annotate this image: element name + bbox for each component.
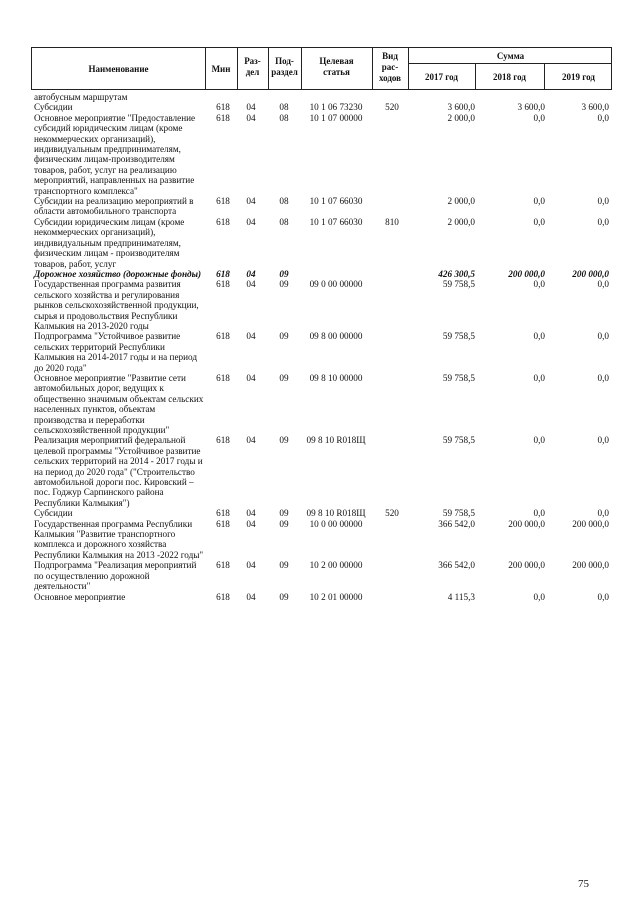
row-target: 10 2 00 00000 [309,560,363,571]
header-celevaya: Целевая статья [319,56,354,77]
table-row [31,113,612,196]
row-razdel: 04 [246,560,256,571]
table-row [31,373,612,435]
row-sum-2018: 0,0 [533,279,545,290]
table-row [31,102,612,112]
row-sum-2017: 59 758,5 [442,435,475,446]
row-sum-2019: 0,0 [597,435,609,446]
row-sum-2018: 200 000,0 [508,518,545,529]
header-name: Наименование [88,64,149,74]
row-name: Субсидии [34,102,73,113]
row-podrazdel: 09 [279,279,289,290]
row-target: 10 1 07 66030 [309,196,363,207]
row-min: 618 [216,102,230,113]
row-sum-2017: 59 758,5 [442,331,475,342]
row-podrazdel: 08 [279,196,289,207]
row-sum-2018: 0,0 [533,196,545,207]
row-sum-2019: 3 600,0 [581,102,609,113]
row-razdel: 04 [246,102,256,113]
row-min: 618 [216,435,230,446]
row-min: 618 [216,331,230,342]
table-row [31,435,612,508]
row-min: 618 [216,196,230,207]
row-sum-2019: 200 000,0 [572,518,609,529]
row-sum-2019: 0,0 [597,331,609,342]
row-sum-2018: 200 000,0 [508,268,545,279]
row-sum-2017: 2 000,0 [447,196,475,207]
row-name: автобусным маршрутам [34,92,128,102]
row-sum-2018: 0,0 [533,591,545,602]
table-row [31,92,612,102]
row-min: 618 [216,268,230,279]
row-target: 10 0 00 00000 [309,518,363,529]
row-razdel: 04 [246,591,256,602]
row-name: Дорожное хозяйство (дорожные фонды) [34,268,202,279]
table-header [31,47,612,90]
row-podrazdel: 09 [279,518,289,529]
row-target: 10 2 01 00000 [309,591,363,602]
row-razdel: 04 [246,508,256,519]
row-sum-2017: 2 000,0 [447,112,475,123]
row-sum-2018: 200 000,0 [508,560,545,571]
row-target: 09 0 00 00000 [309,279,363,290]
row-target: 10 1 07 00000 [309,112,363,123]
row-razdel: 04 [246,372,256,383]
table-row [31,217,612,269]
row-sum-2019: 0,0 [597,508,609,519]
row-sum-2019: 0,0 [597,279,609,290]
row-podrazdel: 09 [279,591,289,602]
row-podrazdel: 08 [279,102,289,113]
row-sum-2017: 426 300,5 [438,268,475,279]
row-target: 09 8 10 R018Щ [306,435,366,446]
row-sum-2017: 59 758,5 [442,279,475,290]
row-target: 09 8 00 00000 [309,331,363,342]
row-razdel: 04 [246,279,256,290]
row-razdel: 04 [246,268,256,279]
row-name: Субсидии на реализацию мероприятий в области автомобильного транспорта [34,196,194,217]
row-target: 09 8 10 00000 [309,372,363,383]
row-min: 618 [216,560,230,571]
row-min: 618 [216,508,230,519]
row-razdel: 04 [246,331,256,342]
row-sum-2017: 4 115,3 [447,591,475,602]
row-min: 618 [216,518,230,529]
row-podrazdel: 08 [279,216,289,227]
row-razdel: 04 [246,216,256,227]
row-target: 10 1 07 66030 [309,216,363,227]
row-podrazdel: 09 [279,560,289,571]
row-name: Подпрограмма "Реализация мероприятий по осуществлению дорожной деятельности" [34,560,197,592]
row-sum-2017: 59 758,5 [442,372,475,383]
row-min: 618 [216,112,230,123]
row-sum-2018: 3 600,0 [517,102,545,113]
row-name: Основное мероприятие "Предоставление субсидий юридическим лицам (кроме некоммерческих организаций), индивидуальным предпринимателям, физическим лицам-производителям товаров, работ, услуг на реализацию мероприятий, направленных на развитие транспортного комплекса" [34,112,196,196]
table-row [31,279,612,331]
row-min: 618 [216,591,230,602]
row-podrazdel: 09 [279,372,289,383]
row-name: Субсидии юридическим лицам (кроме некоммерческих организаций), индивидуальным предпринимателям, физическим лицам - производителям товаров, работ, услуг [34,216,185,269]
row-min: 618 [216,279,230,290]
row-razdel: 04 [246,112,256,123]
row-razdel: 04 [246,518,256,529]
row-podrazdel: 09 [279,435,289,446]
header-2017: 2017 год [425,72,458,82]
row-name: Государственная программа Республики Калмыкия "Развитие транспортного комплекса и дорожного хозяйства Республики Калмыкия на 2013 -2022 годы" [34,518,204,560]
table-row [31,519,612,561]
row-name: Субсидии [34,508,73,519]
table-row [31,196,612,217]
row-type: 520 [385,508,399,519]
row-name: Подпрограмма "Устойчивое развитие сельских территорий Республики Калмыкия на 2014-2017 годы и на период до 2020 года" [34,331,198,373]
row-sum-2017: 366 542,0 [438,560,475,571]
row-sum-2017: 366 542,0 [438,518,475,529]
row-sum-2019: 200 000,0 [572,268,609,279]
row-sum-2018: 0,0 [533,508,545,519]
header-podrazdel: Под- раздел [271,56,298,77]
row-type: 810 [385,216,399,227]
row-sum-2019: 200 000,0 [572,560,609,571]
row-sum-2017: 3 600,0 [447,102,475,113]
row-sum-2018: 0,0 [533,216,545,227]
row-sum-2018: 0,0 [533,435,545,446]
row-min: 618 [216,216,230,227]
row-type: 520 [385,102,399,113]
row-razdel: 04 [246,196,256,207]
row-target: 10 1 06 73230 [309,102,363,113]
row-sum-2019: 0,0 [597,372,609,383]
header-2018: 2018 год [493,72,526,82]
row-sum-2017: 59 758,5 [442,508,475,519]
row-podrazdel: 09 [279,331,289,342]
header-min: Мин [211,64,231,74]
row-podrazdel: 08 [279,112,289,123]
header-vid: Вид рас- ходов [378,51,402,83]
page-number: 75 [578,878,589,890]
row-sum-2019: 0,0 [597,216,609,227]
row-razdel: 04 [246,435,256,446]
row-podrazdel: 09 [279,508,289,519]
table-row [31,592,612,602]
row-name: Реализация мероприятий федеральной целевой программы "Устойчивое развитие сельских территорий на 2014 - 2017 годы и на период до 2020 года" ("Строительство автомобильной дороги пос. Кировский – пос. Годжур Сарпинского района Республики Калмыкия") [34,435,203,508]
table-row [31,508,612,518]
row-name: Основное мероприятие [34,591,126,602]
row-sum-2019: 0,0 [597,112,609,123]
row-sum-2019: 0,0 [597,196,609,207]
header-razdel: Раз- дел [244,56,261,77]
table-row [31,331,612,373]
row-name: Государственная программа развития сельского хозяйства и регулирования рынков сельскохозяйственной продукции, сырья и продовольствия Республики Калмыкия на 2013-2020 годы [34,279,199,331]
row-sum-2019: 0,0 [597,591,609,602]
row-min: 618 [216,372,230,383]
table-row [31,560,612,591]
header-2019: 2019 год [562,72,595,82]
row-sum-2018: 0,0 [533,331,545,342]
row-podrazdel: 09 [279,268,289,279]
row-name: Основное мероприятие "Развитие сети автомобильных дорог, ведущих к общественно значимым объектам сельских населенных пунктов, объектам производства и переработки сельскохозяйственной продукции" [34,372,204,435]
table-body [31,92,612,602]
row-sum-2017: 2 000,0 [447,216,475,227]
table-row-section [31,269,612,279]
row-sum-2018: 0,0 [533,112,545,123]
header-summa: Сумма [496,51,525,61]
row-target: 09 8 10 R018Щ [306,508,366,519]
row-sum-2018: 0,0 [533,372,545,383]
